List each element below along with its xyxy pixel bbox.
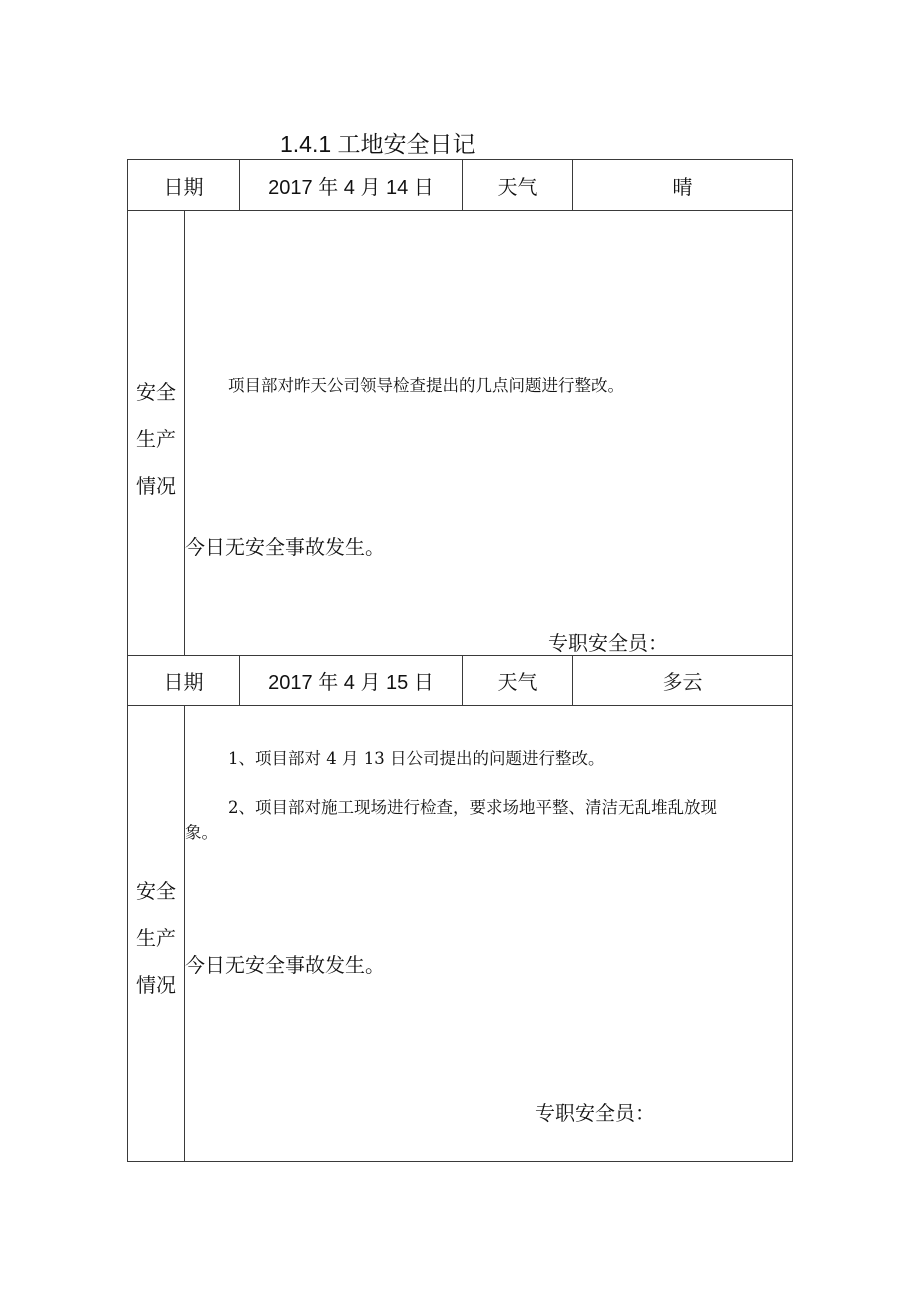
content-line: 1、项目部对 4 月 13 日公司提出的问题进行整改。 bbox=[228, 749, 605, 768]
date-value: 2017 年 4 月 14 日 bbox=[268, 176, 434, 199]
safety-log-table bbox=[127, 159, 793, 1162]
row-divider bbox=[127, 210, 793, 211]
date-value: 2017 年 4 月 15 日 bbox=[268, 672, 434, 694]
safety-officer-label: 专职安全员： bbox=[548, 631, 668, 655]
safety-officer-label: 专职安全员： bbox=[535, 1101, 655, 1125]
section-label-line: 安全 bbox=[136, 879, 176, 903]
content-line: 项目部对昨天公司领导检查提出的几点问题进行整改。 bbox=[228, 376, 624, 395]
section-label-line: 生产 bbox=[136, 427, 176, 451]
row-divider bbox=[127, 705, 793, 706]
weather-value: 多云 bbox=[662, 670, 703, 694]
section-label-line: 情况 bbox=[136, 474, 176, 498]
content-line: 2、项目部对施工现场进行检查，要求场地平整、清洁无乱堆乱放现 bbox=[228, 798, 717, 817]
summary-text: 今日无安全事故发生。 bbox=[185, 535, 385, 559]
label-column-divider bbox=[184, 210, 185, 655]
section-label-line: 生产 bbox=[136, 926, 176, 950]
date-label: 日期 bbox=[163, 670, 204, 694]
label-column-divider bbox=[184, 705, 185, 1161]
section-label-line: 情况 bbox=[136, 973, 176, 997]
section-label bbox=[128, 868, 184, 1009]
date-label: 日期 bbox=[163, 174, 204, 199]
summary-text: 今日无安全事故发生。 bbox=[185, 953, 385, 977]
weather-label: 天气 bbox=[497, 174, 538, 199]
section-label-line: 安全 bbox=[136, 380, 176, 404]
weather-value: 晴 bbox=[672, 174, 693, 199]
section-label bbox=[128, 369, 184, 510]
content-line: 象。 bbox=[185, 823, 218, 842]
weather-label: 天气 bbox=[497, 670, 538, 694]
table-border-bottom bbox=[127, 1161, 793, 1162]
table-border-right bbox=[792, 159, 793, 1162]
page-title: 1.4.1 工地安全日记 bbox=[280, 131, 476, 157]
